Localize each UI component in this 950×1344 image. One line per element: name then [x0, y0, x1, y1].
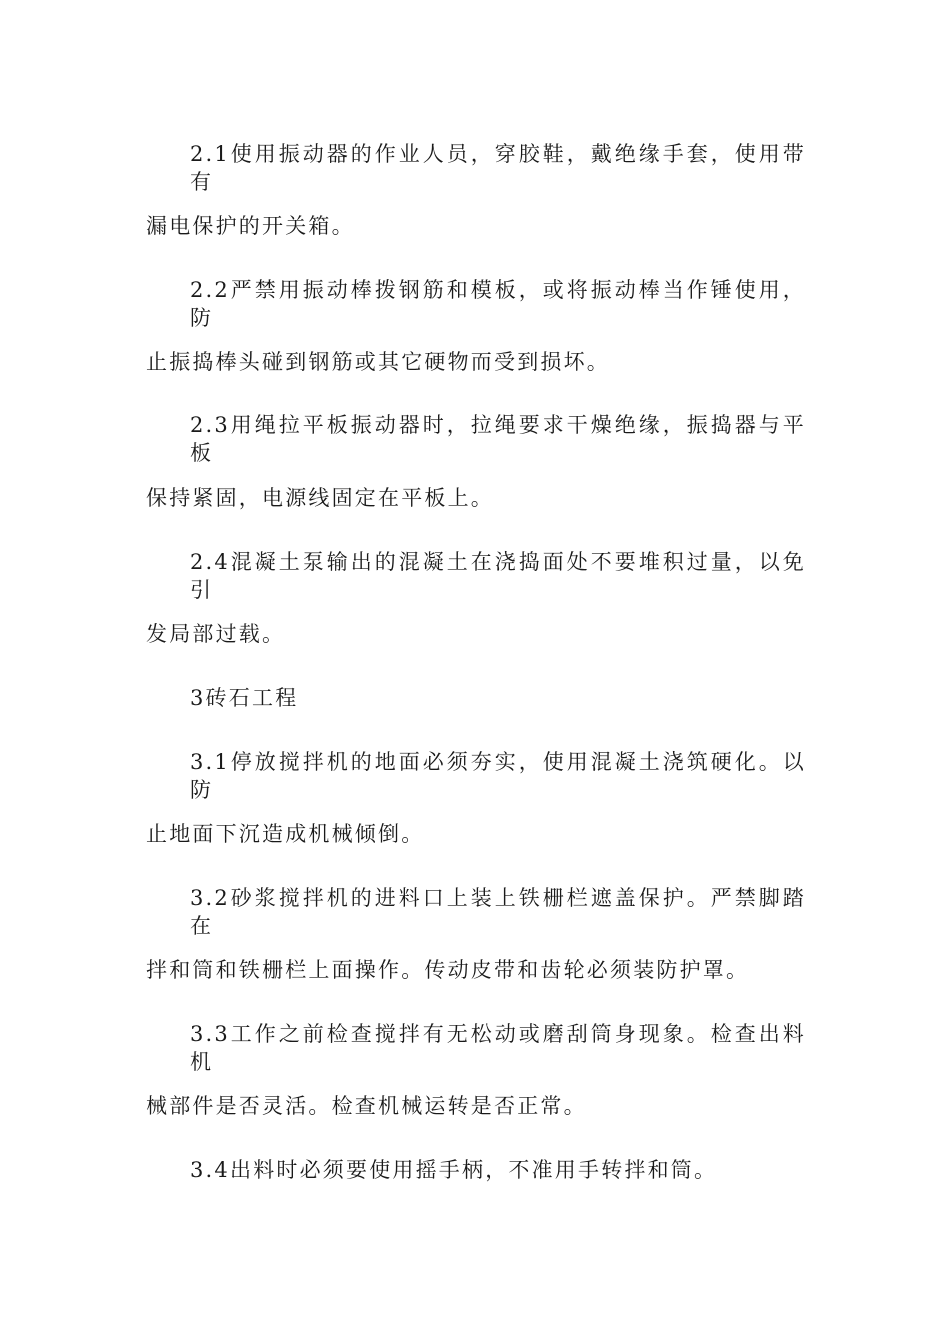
- paragraph-2-3-line-1: 2.3用绳拉平板振动器时，拉绳要求干燥绝缘，振捣器与平板: [190, 413, 806, 465]
- paragraph-3-3-line-1: 3.3工作之前检查搅拌有无松动或磨刮筒身现象。检查出料机: [190, 1022, 806, 1074]
- paragraph-3-4-line-1: 3.4出料时必须要使用摇手柄，不准用手转拌和筒。: [190, 1158, 718, 1182]
- paragraph-3-2-line-2: 拌和筒和铁栅栏上面操作。传动皮带和齿轮必须装防护罩。: [146, 958, 750, 982]
- section-heading-3: 3砖石工程: [190, 686, 299, 710]
- paragraph-3-2-line-1: 3.2砂浆搅拌机的进料口上装上铁栅栏遮盖保护。严禁脚踏在: [190, 886, 806, 938]
- paragraph-3-1-line-1: 3.1停放搅拌机的地面必须夯实，使用混凝土浇筑硬化。以防: [190, 750, 806, 802]
- paragraph-3-1-line-2: 止地面下沉造成机械倾倒。: [146, 822, 425, 846]
- paragraph-2-1-line-1: 2.1使用振动器的作业人员，穿胶鞋，戴绝缘手套，使用带有: [190, 142, 806, 194]
- paragraph-2-2-line-1: 2.2严禁用振动棒拨钢筋和模板，或将振动棒当作锤使用，防: [190, 278, 806, 330]
- paragraph-2-4-line-2: 发局部过载。: [146, 622, 286, 646]
- paragraph-2-4-line-1: 2.4混凝土泵输出的混凝土在浇捣面处不要堆积过量，以免引: [190, 550, 806, 602]
- paragraph-2-2-line-2: 止振捣棒头碰到钢筋或其它硬物而受到损坏。: [146, 350, 610, 374]
- paragraph-2-1-line-2: 漏电保护的开关箱。: [146, 214, 355, 238]
- paragraph-3-3-line-2: 械部件是否灵活。检查机械运转是否正常。: [146, 1094, 587, 1118]
- paragraph-2-3-line-2: 保持紧固，电源线固定在平板上。: [146, 486, 494, 510]
